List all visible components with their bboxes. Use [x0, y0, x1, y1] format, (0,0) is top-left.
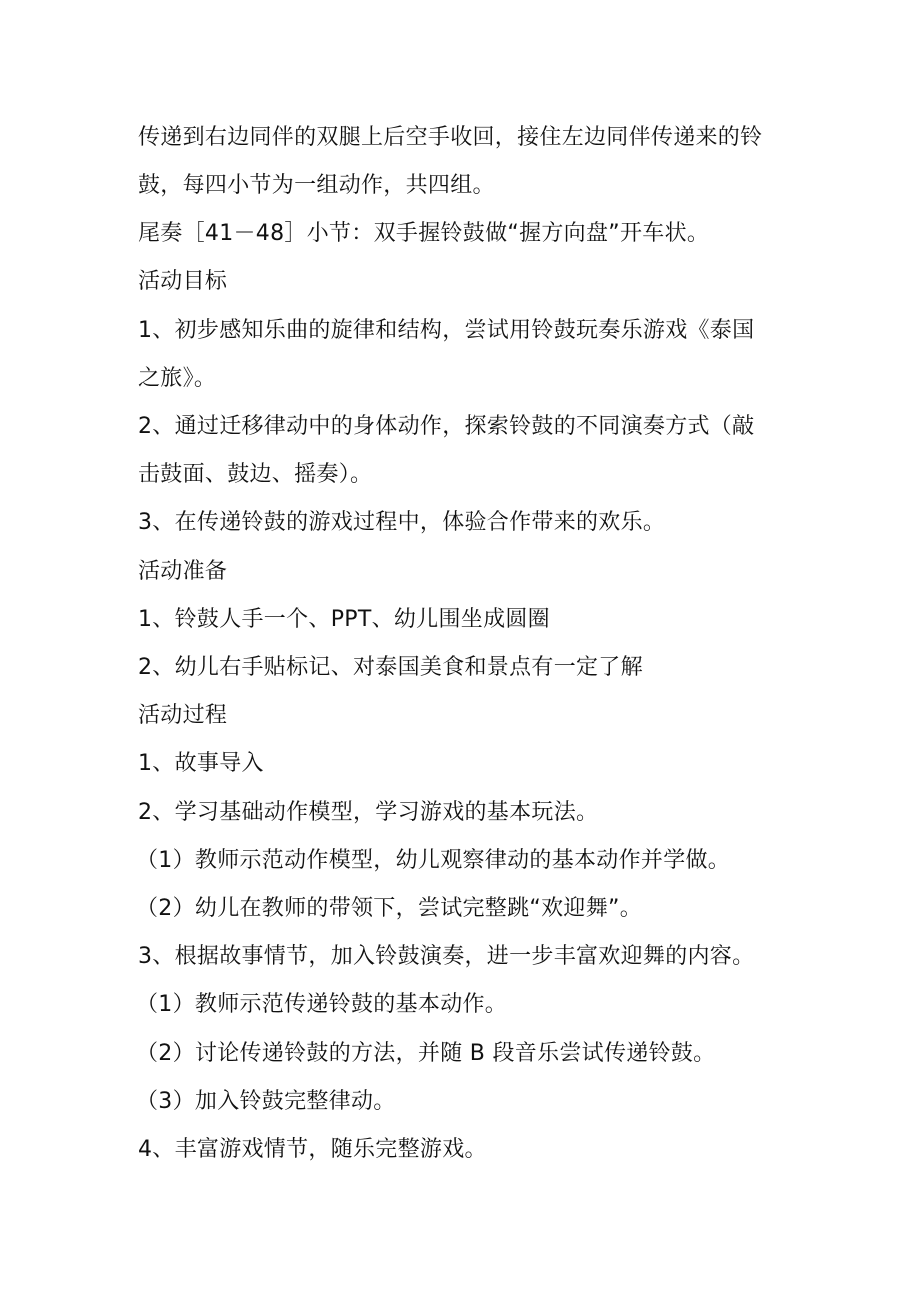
text-line: 鼓，每四小节为一组动作，共四组。: [138, 173, 495, 198]
text-line: 4、丰富游戏情节，随乐完整游戏。: [138, 1137, 487, 1162]
text-line: 2、幼儿右手贴标记、对泰国美食和景点有一定了解: [138, 655, 643, 680]
section-heading-goals: 活动目标: [138, 269, 228, 294]
section-heading-preparation: 活动准备: [138, 559, 228, 584]
text-line: 2、学习基础动作模型，学习游戏的基本玩法。: [138, 800, 599, 825]
text-line: （2）幼儿在教师的带领下，尝试完整跳“欢迎舞”。: [136, 896, 642, 921]
text-line: （2）讨论传递铃鼓的方法，并随 B 段音乐尝试传递铃鼓。: [136, 1041, 716, 1066]
text-line: 3、根据故事情节，加入铃鼓演奏，进一步丰富欢迎舞的内容。: [138, 944, 755, 969]
text-line: 传递到右边同伴的双腿上后空手收回，接住左边同伴传递来的铃: [138, 125, 763, 150]
text-line: （1）教师示范动作模型，幼儿观察律动的基本动作并学做。: [136, 848, 731, 873]
text-line: 1、铃鼓人手一个、PPT、幼儿围坐成圆圈: [138, 607, 550, 632]
text-line: （1）教师示范传递铃鼓的基本动作。: [136, 992, 508, 1017]
text-line: 2、通过迁移律动中的身体动作，探索铃鼓的不同演奏方式（敲: [138, 414, 755, 439]
text-line: 1、初步感知乐曲的旋律和结构，尝试用铃鼓玩奏乐游戏《泰国: [138, 318, 755, 343]
text-line: 击鼓面、鼓边、摇奏）。: [138, 462, 373, 487]
text-line: （3）加入铃鼓完整律动。: [136, 1089, 396, 1114]
text-line: 尾奏［41－48］小节：双手握铃鼓做“握方向盘”开车状。: [138, 221, 710, 246]
section-heading-process: 活动过程: [138, 703, 228, 728]
text-line: 1、故事导入: [138, 751, 264, 776]
text-line: 3、在传递铃鼓的游戏过程中，体验合作带来的欢乐。: [138, 510, 666, 535]
text-line: 之旅》。: [138, 366, 217, 391]
